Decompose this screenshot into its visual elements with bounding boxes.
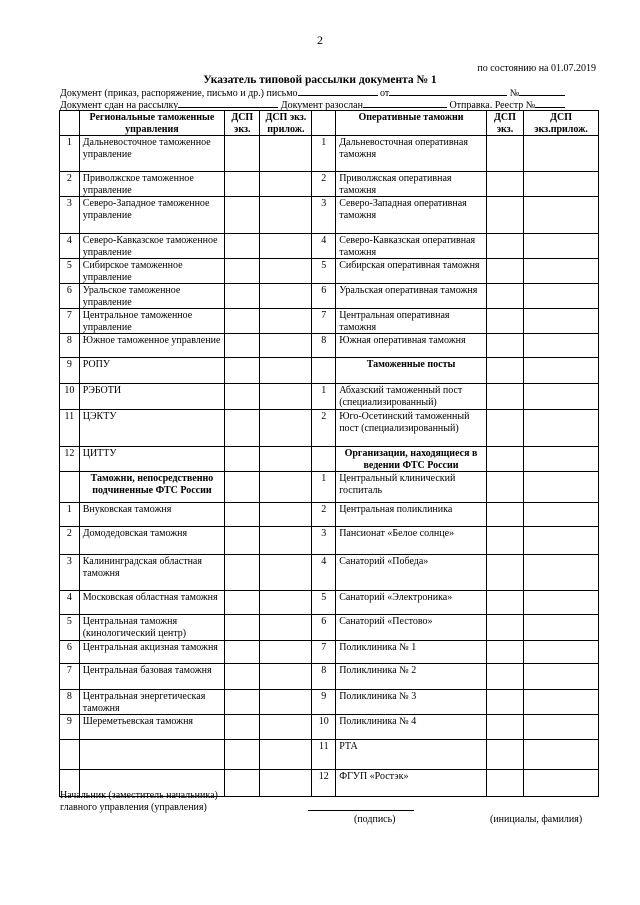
row-number-right: 10 [312,715,336,740]
organization-right: Поликлиника № 3 [336,690,487,715]
section-header: Организации, находящиеся в ведении ФТС России [336,447,487,472]
dsp-appendix-copies-left [260,740,312,770]
dsp-copies-right [486,172,523,197]
table-row [60,664,599,690]
row-number-left: 4 [60,234,80,259]
row-number-right: 8 [312,664,336,690]
dsp-appendix-copies-right [524,136,599,172]
dsp-copies-left [225,447,260,472]
dsp-appendix-copies-left [260,410,312,447]
row-number-left: 10 [60,384,80,410]
dsp-appendix-copies-left [260,770,312,797]
dsp-copies-right [486,234,523,259]
dsp-copies-left [225,527,260,555]
organization-left: Центральная энергетическая таможня [79,690,224,715]
dsp-copies-left [225,591,260,615]
table-row [60,740,599,770]
dsp-copies-left [225,384,260,410]
sent-blank [178,98,278,108]
dsp-appendix-copies-right [524,472,599,503]
row-number-left: 2 [60,527,80,555]
row-number-left: 9 [60,358,80,384]
row-number-left: 6 [60,641,80,664]
header-dsp-right: ДСП экз. [486,111,523,136]
organization-left: ЦИТТУ [79,447,224,472]
dsp-appendix-copies-left [260,591,312,615]
dsp-appendix-copies-left [260,447,312,472]
dsp-copies-right [486,309,523,334]
row-number-right: 5 [312,259,336,284]
organization-left: Центральная акцизная таможня [79,641,224,664]
organization-right: РТА [336,740,487,770]
header-dsp-appendix-left: ДСП экз. прилож. [260,111,312,136]
dispatch-label: Отправка. [449,100,493,111]
organization-right: Центральный клинический госпиталь [336,472,487,503]
dsp-copies-right [486,591,523,615]
dsp-copies-left [225,555,260,591]
table-row [60,527,599,555]
dsp-appendix-copies-left [260,555,312,591]
organization-right: Пансионат «Белое солнце» [336,527,487,555]
dsp-copies-left [225,410,260,447]
dsp-copies-left [225,172,260,197]
dsp-copies-right [486,770,523,797]
page-number: 2 [317,33,323,47]
table-row [60,591,599,615]
table-row [60,410,599,447]
distributed-label: Документ разослан [280,100,363,111]
organization-left: Центральная таможня (кинологический центр) [79,615,224,641]
dsp-copies-left [225,259,260,284]
row-number-right: 1 [312,472,336,503]
organization-left: РЭБОТИ [79,384,224,410]
organization-left: Домодедовская таможня [79,527,224,555]
table-row [60,234,599,259]
row-number-right: 8 [312,334,336,358]
dsp-copies-left [225,503,260,527]
dsp-copies-left [225,715,260,740]
organization-left: Центральное таможенное управление [79,309,224,334]
organization-right: Поликлиника № 2 [336,664,487,690]
row-number-right: 2 [312,503,336,527]
table-row [60,715,599,740]
organization-left: Калининградская областная таможня [79,555,224,591]
registry-label: Реестр № [494,100,536,111]
dsp-appendix-copies-left [260,715,312,740]
dsp-appendix-copies-left [260,197,312,234]
dsp-copies-right [486,503,523,527]
dsp-appendix-copies-right [524,503,599,527]
dsp-copies-right [486,410,523,447]
section-header: Таможенные посты [336,358,487,384]
dsp-copies-right [486,641,523,664]
dsp-appendix-copies-right [524,664,599,690]
row-number-left: 8 [60,690,80,715]
dsp-copies-left [225,358,260,384]
signature-line [308,810,414,811]
row-number-left: 7 [60,664,80,690]
row-number-left: 11 [60,410,80,447]
dsp-appendix-copies-left [260,284,312,309]
row-number-left: 1 [60,503,80,527]
dsp-appendix-copies-right [524,284,599,309]
dsp-copies-right [486,664,523,690]
row-number-left: 12 [60,447,80,472]
row-number-right: 4 [312,555,336,591]
table-row [60,136,599,172]
dsp-appendix-copies-left [260,641,312,664]
table-row [60,615,599,641]
table-row [60,309,599,334]
table-row [60,447,599,472]
dsp-copies-right [486,358,523,384]
dsp-copies-right [486,555,523,591]
organization-right: Абхазский таможенный пост (специализированный) [336,384,487,410]
number-blank [519,86,565,96]
dsp-copies-left [225,472,260,503]
organization-left: РОПУ [79,358,224,384]
from-label: от [380,88,390,99]
dsp-copies-right [486,259,523,284]
row-number-right: 3 [312,197,336,234]
dsp-appendix-copies-right [524,641,599,664]
date-blank [389,86,507,96]
dsp-appendix-copies-left [260,690,312,715]
dsp-copies-right [486,740,523,770]
dsp-appendix-copies-right [524,197,599,234]
distribution-table [59,110,599,797]
table-row [60,555,599,591]
table-row [60,690,599,715]
table-row [60,472,599,503]
row-number-right: 7 [312,309,336,334]
dsp-appendix-copies-left [260,334,312,358]
section-header: Таможни, непосредственно подчиненные ФТС России [79,472,224,503]
header-regional-departments: Региональные таможенные управления [79,111,224,136]
organization-right: Северо-Западная оперативная таможня [336,197,487,234]
row-number-right: 12 [312,770,336,797]
organization-right: Уральская оперативная таможня [336,284,487,309]
dsp-appendix-copies-right [524,172,599,197]
dsp-appendix-copies-right [524,555,599,591]
organization-left: Московская областная таможня [79,591,224,615]
table-row [60,358,599,384]
row-number-right [312,358,336,384]
row-number-left: 3 [60,555,80,591]
dsp-appendix-copies-right [524,234,599,259]
dsp-copies-left [225,234,260,259]
organization-right: Дальневосточная оперативная таможня [336,136,487,172]
dsp-appendix-copies-left [260,234,312,259]
dsp-copies-left [225,641,260,664]
as-of-date: по состоянию на 01.07.2019 [477,63,596,74]
dsp-appendix-copies-right [524,770,599,797]
registry-blank [535,98,565,108]
header-operational-customs: Оперативные таможни [336,111,487,136]
dsp-appendix-copies-right [524,259,599,284]
row-number-left: 3 [60,197,80,234]
organization-left: Уральское таможенное управление [79,284,224,309]
table-row [60,503,599,527]
row-number-right: 4 [312,234,336,259]
organization-left: Дальневосточное таможенное управление [79,136,224,172]
row-number-left: 4 [60,591,80,615]
dsp-copies-left [225,664,260,690]
organization-left: Центральная базовая таможня [79,664,224,690]
dsp-copies-right [486,615,523,641]
dsp-appendix-copies-right [524,334,599,358]
header-dsp-left: ДСП экз. [225,111,260,136]
row-number-left: 6 [60,284,80,309]
dsp-appendix-copies-right [524,591,599,615]
dsp-copies-left [225,770,260,797]
dsp-copies-left [225,615,260,641]
organization-right: Поликлиника № 1 [336,641,487,664]
dsp-copies-right [486,334,523,358]
row-number-right: 1 [312,136,336,172]
organization-right: Центральная поликлиника [336,503,487,527]
organization-right: Приволжская оперативная таможня [336,172,487,197]
table-row [60,197,599,234]
dsp-appendix-copies-left [260,472,312,503]
organization-right: Поликлиника № 4 [336,715,487,740]
row-number-left: 2 [60,172,80,197]
row-number-right: 1 [312,384,336,410]
dsp-appendix-copies-left [260,527,312,555]
dsp-copies-right [486,690,523,715]
document-title: Указатель типовой рассылки документа № 1 [203,74,437,86]
organization-right: ФГУП «Ростэк» [336,770,487,797]
row-number-left: 1 [60,136,80,172]
row-number-right: 3 [312,527,336,555]
header-num-left [60,111,80,136]
table-row [60,172,599,197]
dsp-appendix-copies-left [260,172,312,197]
dsp-appendix-copies-right [524,690,599,715]
dsp-copies-right [486,197,523,234]
dsp-appendix-copies-left [260,309,312,334]
dsp-copies-right [486,136,523,172]
row-number-left: 7 [60,309,80,334]
organization-left: ЦЭКТУ [79,410,224,447]
organization-right: Санаторий «Электроника» [336,591,487,615]
organization-left: Северо-Кавказское таможенное управление [79,234,224,259]
dsp-appendix-copies-left [260,503,312,527]
row-number-left [60,740,80,770]
dsp-copies-right [486,384,523,410]
dsp-copies-left [225,309,260,334]
organization-left: Приволжское таможенное управление [79,172,224,197]
chief-title-line2: главного управления (управления) [60,802,207,813]
dsp-appendix-copies-right [524,410,599,447]
initials-caption: (инициалы, фамилия) [490,814,583,825]
table-row [60,384,599,410]
table-header-row [60,111,599,136]
row-number-left: 9 [60,715,80,740]
dsp-appendix-copies-right [524,527,599,555]
row-number-right: 2 [312,172,336,197]
organization-left: Внуковская таможня [79,503,224,527]
organization-left: Сибирское таможенное управление [79,259,224,284]
row-number-right: 6 [312,615,336,641]
dsp-appendix-copies-left [260,615,312,641]
row-number-left: 5 [60,615,80,641]
row-number-right: 7 [312,641,336,664]
dsp-copies-right [486,447,523,472]
dsp-appendix-copies-left [260,259,312,284]
dsp-copies-left [225,197,260,234]
dsp-appendix-copies-left [260,358,312,384]
row-number-right: 2 [312,410,336,447]
dsp-appendix-copies-left [260,136,312,172]
row-number-right [312,447,336,472]
organization-left: Шереметьевская таможня [79,715,224,740]
number-label: № [509,88,520,99]
row-number-right: 5 [312,591,336,615]
row-number-right: 11 [312,740,336,770]
dsp-copies-left [225,136,260,172]
row-number-right: 6 [312,284,336,309]
dsp-copies-right [486,715,523,740]
dsp-copies-right [486,284,523,309]
dsp-appendix-copies-left [260,384,312,410]
header-num-right [312,111,336,136]
table-row [60,641,599,664]
document-blank [298,86,378,96]
dsp-copies-left [225,284,260,309]
table-row [60,259,599,284]
dsp-appendix-copies-right [524,447,599,472]
chief-title-line1: Начальник (заместитель начальника) [60,790,218,801]
table-row [60,284,599,309]
organization-right: Южная оперативная таможня [336,334,487,358]
organization-right: Центральная оперативная таможня [336,309,487,334]
organization-right: Северо-Кавказская оперативная таможня [336,234,487,259]
header-dsp-appendix-right: ДСП экз.прилож. [524,111,599,136]
dsp-copies-left [225,334,260,358]
organization-left [79,740,224,770]
organization-left: Северо-Западное таможенное управление [79,197,224,234]
dsp-appendix-copies-right [524,715,599,740]
organization-right: Юго-Осетинский таможенный пост (специализированный) [336,410,487,447]
organization-right: Санаторий «Победа» [336,555,487,591]
dsp-appendix-copies-right [524,740,599,770]
signature-caption: (подпись) [354,814,396,825]
table-row [60,334,599,358]
row-number-left: 8 [60,334,80,358]
dsp-appendix-copies-left [260,664,312,690]
dsp-copies-left [225,740,260,770]
organization-right: Санаторий «Пестово» [336,615,487,641]
organization-left: Южное таможенное управление [79,334,224,358]
distributed-blank [363,98,447,108]
dsp-copies-right [486,527,523,555]
dsp-appendix-copies-right [524,358,599,384]
document-type-label: Документ (приказ, распоряжение, письмо и др.) письмо [60,88,298,99]
row-number-left [60,472,80,503]
dsp-copies-left [225,690,260,715]
dsp-appendix-copies-right [524,384,599,410]
sent-label: Документ сдан на рассылку [60,100,179,111]
organization-right: Сибирская оперативная таможня [336,259,487,284]
dsp-copies-right [486,472,523,503]
dsp-appendix-copies-right [524,309,599,334]
row-number-left: 5 [60,259,80,284]
row-number-right: 9 [312,690,336,715]
dsp-appendix-copies-right [524,615,599,641]
